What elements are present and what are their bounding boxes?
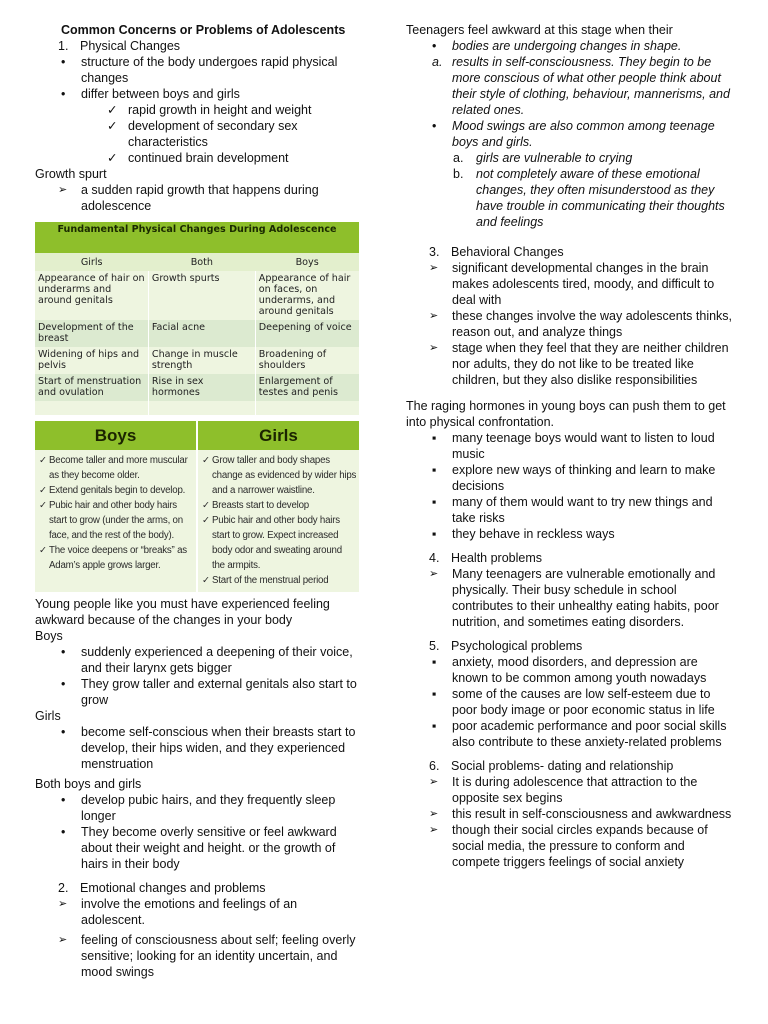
checkmark-icon: ✓: [202, 515, 210, 526]
list-item: ✓ development of secondary sex characteristics: [107, 119, 298, 149]
section-physical-changes: 1. Physical Changes: [58, 39, 181, 53]
boys-girls-table: [35, 421, 359, 592]
list-item: ➢ feeling of consciousness about self; feeling overly sensitive; looking for an identity uncertain, and mood swings: [58, 933, 356, 979]
both-label: Both boys and girls: [35, 777, 142, 791]
arrow-bullet-icon: ➢: [429, 824, 439, 836]
checkmark-icon: ✓: [202, 575, 210, 586]
arrow-bullet-icon: ➢: [429, 342, 439, 354]
square-bullet-icon: ▪: [432, 687, 437, 701]
square-bullet-icon: ▪: [432, 655, 437, 669]
list-item: • differ between boys and girls: [61, 87, 240, 101]
list-item: ✓ continued brain development: [107, 151, 289, 165]
table-cell: Facial acne: [148, 320, 255, 347]
list-item: • develop pubic hairs, and they frequently sleep longer: [61, 793, 336, 823]
growth-spurt-heading: Growth spurt: [35, 167, 107, 181]
paragraph: The raging hormones in young boys can push them to get into physical confrontation.: [406, 399, 726, 429]
table-header: Boys: [255, 253, 359, 271]
paragraph: Teenagers feel awkward at this stage when their: [406, 23, 673, 37]
checkmark-icon: ✓: [39, 455, 47, 466]
list-item: ➢ though their social circles expands because of social media, the pressure to conform and compete triggers feelings of social anxiety: [429, 823, 708, 869]
table-header: Both: [148, 253, 255, 271]
list-item: ➢ It is during adolescence that attraction to the opposite sex begins: [429, 775, 698, 805]
section-emotional-changes: 2. Emotional changes and problems: [58, 881, 266, 895]
arrow-bullet-icon: ➢: [58, 898, 68, 910]
list-item: • They become overly sensitive or feel awkward about their weight and height. or the growth of hairs in their body: [61, 825, 337, 871]
table-row: [35, 271, 359, 320]
list-item: • suddenly experienced a deepening of their voice, and their larynx gets bigger: [61, 645, 353, 675]
list-item: ➢ significant developmental changes in the brain makes adolescents tired, moody, and difficult to deal with: [429, 261, 715, 307]
table-cell: Widening of hips and pelvis: [35, 347, 148, 374]
section-behavioral-changes: 3. Behavioral Changes: [429, 245, 564, 259]
list-item: ✓ rapid growth in height and weight: [107, 103, 312, 117]
table-header: Girls: [35, 253, 148, 271]
arrow-bullet-icon: ➢: [429, 776, 439, 788]
checkmark-icon: ✓: [39, 500, 47, 511]
list-item: ✓ Breasts start to develop: [202, 500, 309, 511]
checkmark-icon: ✓: [39, 485, 47, 496]
checkmark-icon: ✓: [202, 455, 210, 466]
list-item: ➢ involve the emotions and feelings of an adolescent.: [58, 897, 298, 927]
boys-header: Boys: [35, 421, 197, 450]
section-psychological-problems: 5. Psychological problems: [429, 639, 583, 653]
table-cell: Appearance of hair on underarms and around genitals: [35, 271, 148, 320]
list-item: • structure of the body undergoes rapid physical changes: [61, 55, 338, 85]
list-item: • They grow taller and external genitals also start to grow: [61, 677, 357, 707]
paragraph: Young people like you must have experienced feeling awkward because of the changes in your body: [35, 597, 330, 627]
list-item: ✓ Pubic hair and other body hairs start to grow. Expect increased body odor and sweating around the armpits.: [202, 515, 342, 571]
list-item: ➢ these changes involve the way adolescents thinks, reason out, and analyze things: [429, 309, 733, 339]
list-item: ▪ many teenage boys would want to listen to loud music: [432, 431, 715, 461]
arrow-bullet-icon: ➢: [429, 310, 439, 322]
list-item: ▪ poor academic performance and poor social skills also contribute to these anxiety-related problems: [432, 719, 727, 749]
list-item: ✓ Grow taller and body shapes change as evidenced by wider hips and a narrower waistline.: [202, 455, 357, 496]
physical-changes-table: [35, 222, 359, 415]
table-cell: Growth spurts: [148, 271, 255, 320]
list-item: ➢ a sudden rapid growth that happens during adolescence: [58, 183, 319, 213]
list-item: b. not completely aware of these emotional changes, they often misunderstood as they have trouble in communicating their thoughts and feelings: [453, 167, 725, 229]
arrow-bullet-icon: ➢: [429, 262, 439, 274]
list-item: ▪ they behave in reckless ways: [432, 527, 615, 541]
square-bullet-icon: ▪: [432, 431, 437, 445]
list-item: ▪ some of the causes are low self-esteem due to poor body image or poor economic status in life: [432, 687, 715, 717]
list-item: ✓ Become taller and more muscular as they become older.: [39, 455, 188, 481]
table-cell: Broadening of shoulders: [255, 347, 359, 374]
boys-label: Boys: [35, 629, 63, 643]
list-item: • bodies are undergoing changes in shape.: [432, 39, 682, 53]
list-item: ▪ anxiety, mood disorders, and depression are known to be common among youth nowadays: [432, 655, 707, 685]
list-item: a. girls are vulnerable to crying: [453, 151, 633, 165]
list-item: ✓ Pubic hair and other body hairs start to grow (under the arms, on face, and the rest of the body).: [39, 500, 183, 541]
list-item: ▪ many of them would want to try new things and take risks: [432, 495, 713, 525]
right-column: [406, 22, 736, 870]
list-item: ➢ this result in self-consciousness and awkwardness: [429, 807, 732, 821]
list-item: a. results in self-consciousness. They begin to be more conscious of what other people think about their style of clothing, behaviour, mannerisms, and related ones.: [432, 55, 730, 117]
table-cell: Deepening of voice: [255, 320, 359, 347]
arrow-bullet-icon: ➢: [429, 808, 439, 820]
table-cell: Appearance of hair on faces, on underarms, and around genitals: [255, 271, 359, 320]
left-column: [35, 22, 363, 980]
list-item: ▪ explore new ways of thinking and learn to make decisions: [432, 463, 716, 493]
list-item: ✓ Start of the menstrual period: [202, 575, 329, 586]
checkmark-icon: ✓: [107, 151, 118, 165]
list-item: ✓ The voice deepens or “breaks” as Adam’s apple grows larger.: [39, 545, 187, 571]
document-title: Common Concerns or Problems of Adolescents: [61, 23, 346, 37]
section-social-problems: 6. Social problems- dating and relationship: [429, 759, 674, 773]
girls-list: [197, 450, 359, 592]
table-cell: Enlargement of testes and penis: [255, 374, 359, 401]
arrow-bullet-icon: ➢: [58, 934, 68, 946]
table-cell: Development of the breast: [35, 320, 148, 347]
square-bullet-icon: ▪: [432, 495, 437, 509]
checkmark-icon: ✓: [107, 119, 118, 133]
section-health-problems: 4. Health problems: [429, 551, 543, 565]
table-cell: Change in muscle strength: [148, 347, 255, 374]
girls-label: Girls: [35, 709, 61, 723]
list-item: ➢ Many teenagers are vulnerable emotionally and physically. Their busy schedule in school contributes to their unhealthy eating habits, poor nutrition, and sometimes eating disorders.: [429, 567, 719, 629]
list-item: ✓ Extend genitals begin to develop.: [39, 485, 186, 496]
checkmark-icon: ✓: [202, 500, 210, 511]
square-bullet-icon: ▪: [432, 463, 437, 477]
arrow-bullet-icon: ➢: [58, 184, 68, 196]
boys-list: [35, 450, 197, 592]
table-row: [35, 347, 359, 374]
table-row: [35, 320, 359, 347]
list-item: • Mood swings are also common among teenage boys and girls.: [432, 119, 715, 149]
square-bullet-icon: ▪: [432, 719, 437, 733]
list-item: • become self-conscious when their breasts start to develop, their hips widen, and they experienced menstruation: [61, 725, 356, 771]
table-cell: Rise in sex hormones: [148, 374, 255, 401]
table-cell: Start of menstruation and ovulation: [35, 374, 148, 401]
table-row: [35, 374, 359, 401]
checkmark-icon: ✓: [39, 545, 47, 556]
checkmark-icon: ✓: [107, 103, 118, 117]
girls-header: Girls: [197, 421, 359, 450]
table-caption: Fundamental Physical Changes During Adolescence: [35, 222, 359, 253]
arrow-bullet-icon: ➢: [429, 568, 439, 580]
list-item: ➢ stage when they feel that they are neither children nor adults, they do not like to be treated like children, but they also dislike responsibilities: [429, 341, 729, 387]
square-bullet-icon: ▪: [432, 527, 437, 541]
